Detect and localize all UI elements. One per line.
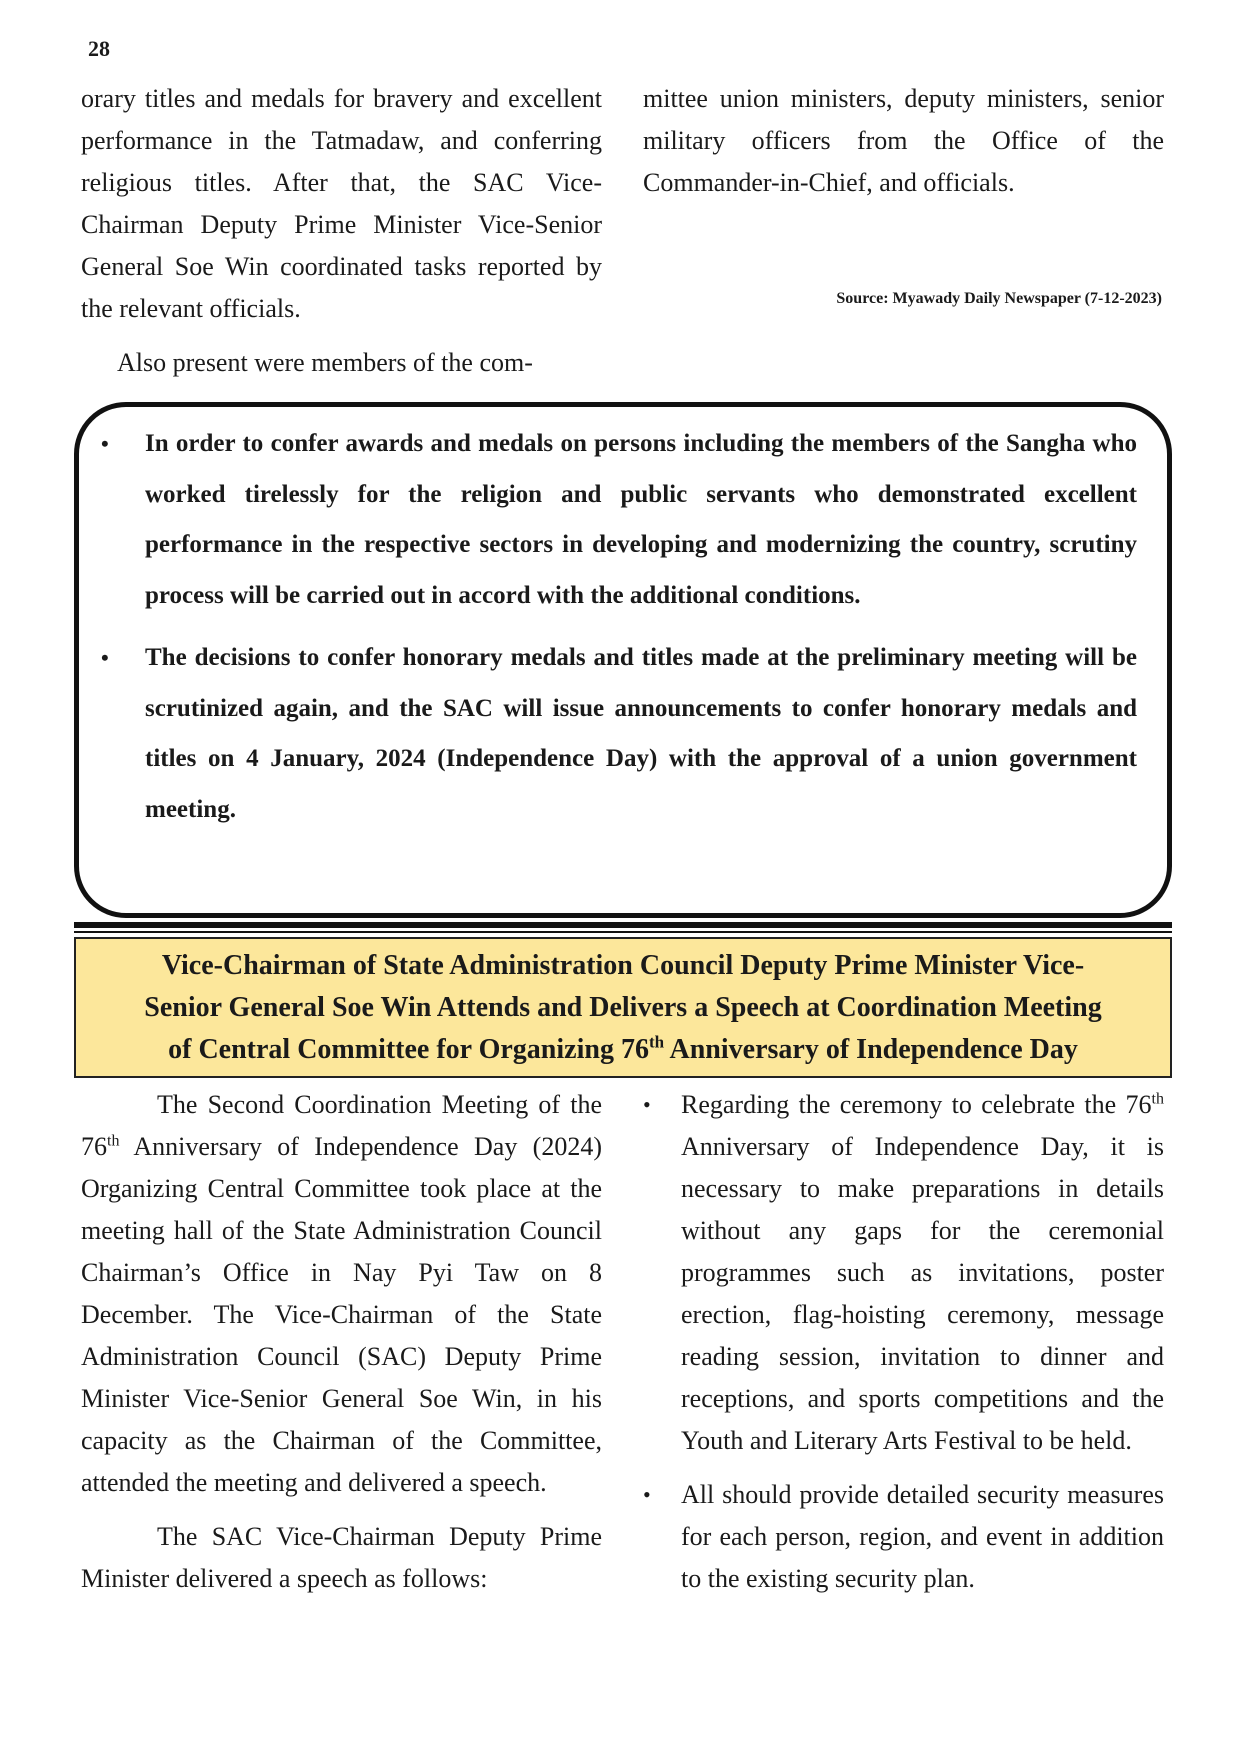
- section-divider-thick: [74, 922, 1172, 928]
- article-headline: [74, 937, 1172, 1078]
- callout-list: [79, 407, 1167, 835]
- article-paragraph-2: The SAC Vice-Chairman Deputy Prime Minister delivered a speech as follows:: [81, 1522, 602, 1593]
- speech-point-2-text: All should provide detailed security measures for each person, region, and event in addition to the existing security plan.: [681, 1480, 1164, 1593]
- top-right-column: [643, 78, 1164, 204]
- speech-point-1-b: Anniversary of Independence Day, it is necessary to make preparations in details without any gaps for the ceremonial programmes such as invitations, poster erection, flag-hoisting ceremony, message reading session, invitation to dinner and receptions, and sports competitions and the Youth and Literary Arts Festival to be held.: [681, 1132, 1164, 1455]
- speech-points-list: [643, 1084, 1164, 1600]
- ordinal-superscript: th: [1151, 1090, 1164, 1108]
- callout-item-2-text: The decisions to confer honorary medals and titles made at the preliminary meeting will be scrutinized again, and the SAC will issue announcements to confer honorary medals and titles on 4 January, 2024 (Independence Day) with the approval of a union government meeting.: [145, 644, 1137, 823]
- highlight-callout-box: [74, 402, 1172, 918]
- headline-superscript: th: [648, 1032, 665, 1052]
- top-right-paragraph-1: mittee union ministers, deputy ministers, senior military officers from the Office of the Commander-in-Chief, and officials.: [643, 84, 1164, 197]
- callout-item-1-text: In order to confer awards and medals on persons including the members of the Sangha who worked tirelessly for the religion and public servants who demonstrated excellent performance in the respective sectors in developing and modernizing the country, scrutiny process will be carried out in accord with the additional conditions.: [145, 430, 1137, 609]
- headline-line-1: Vice-Chairman of State Administration Council Deputy Prime Minister Vice-: [161, 949, 1085, 981]
- speech-point-1: [643, 1084, 1164, 1462]
- headline-line-3a: of Central Committee for Organizing 76: [168, 1033, 649, 1065]
- headline-line-3b: Anniversary of Independence Day: [664, 1033, 1078, 1065]
- headline-line-2: Senior General Soe Win Attends and Delivers a Speech at Coordination Meeting: [144, 991, 1102, 1023]
- top-left-paragraph-1: orary titles and medals for bravery and excellent performance in the Tatmadaw, and conferring religious titles. After that, the SAC Vice-Chairman Deputy Prime Minister Vice-Senior General Soe Win coordinated tasks reported by the relevant officials.: [81, 84, 602, 323]
- page-number: 28: [88, 36, 110, 61]
- headline-text: [144, 945, 1101, 1071]
- source-citation: Source: Myawady Daily Newspaper (7-12-2023): [836, 290, 1162, 307]
- callout-item-2: [101, 633, 1137, 835]
- article-paragraph-1: [81, 1084, 602, 1504]
- article-paragraph-1-a: The Second Coordination Meeting of the 76: [81, 1090, 602, 1161]
- bullet-icon: •: [643, 1482, 651, 1507]
- section-divider-thin: [74, 931, 1172, 933]
- speech-point-2: [643, 1474, 1164, 1600]
- top-left-column: [81, 78, 602, 384]
- article-paragraph-1-b: Anniversary of Independence Day (2024) Organizing Central Committee took place at the meeting hall of the State Administration Council Chairman’s Office in Nay Pyi Taw on 8 December. The Vice-Chairman of the State Administration Council (SAC) Deputy Prime Minister Vice-Senior General Soe Win, in his capacity as the Chairman of the Committee, attended the meeting and delivered a speech.: [81, 1132, 602, 1497]
- bullet-icon: •: [101, 645, 109, 670]
- ordinal-superscript: th: [107, 1132, 120, 1150]
- bottom-right-column: [643, 1084, 1164, 1612]
- callout-item-1: [101, 419, 1137, 621]
- top-left-paragraph-2: Also present were members of the com-: [117, 348, 533, 377]
- speech-point-1-a: Regarding the ceremony to celebrate the 76: [681, 1090, 1152, 1119]
- bottom-left-column: [81, 1084, 602, 1600]
- bullet-icon: •: [101, 431, 109, 456]
- bullet-icon: •: [643, 1092, 651, 1117]
